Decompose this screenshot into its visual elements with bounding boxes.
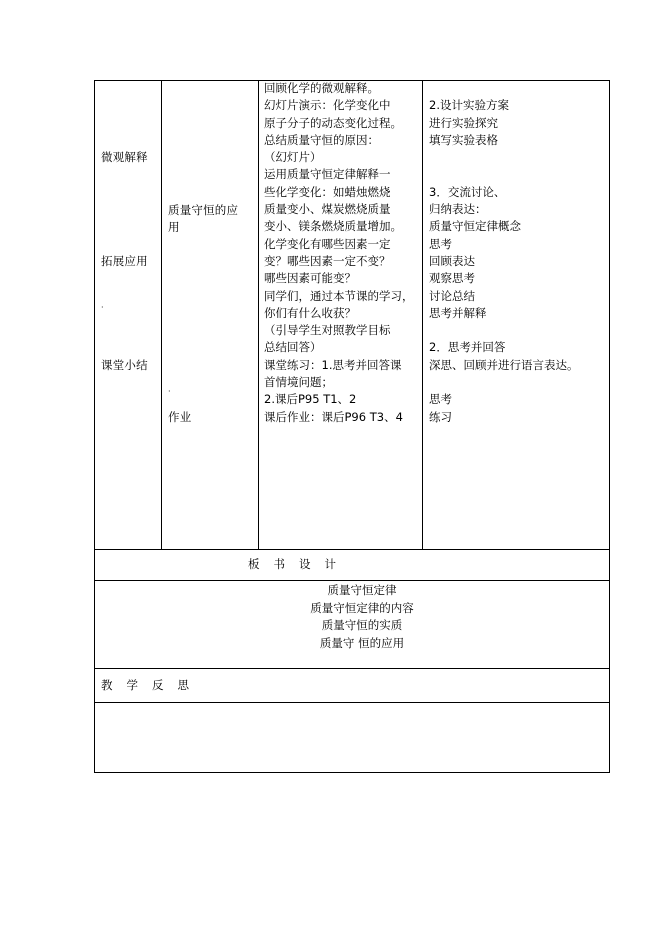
student-line bbox=[429, 322, 579, 339]
column-divider-3 bbox=[422, 80, 423, 549]
application-label-line-2: 用 bbox=[168, 220, 180, 234]
teacher-line: 首情境问题； bbox=[264, 375, 333, 390]
teaching-reflection-header: 教学反思 bbox=[101, 678, 203, 692]
board-line: 质量守恒定律 bbox=[327, 583, 397, 597]
stray-dot-mark-2: · bbox=[168, 387, 171, 396]
row-divider-reflection bbox=[94, 668, 610, 669]
student-line: 思考 bbox=[429, 392, 452, 407]
student-line: 讨论总结 bbox=[429, 288, 475, 303]
stray-dot-mark: · bbox=[101, 303, 104, 312]
homework-label: 作业 bbox=[168, 410, 192, 424]
student-activity-text bbox=[429, 80, 579, 426]
teacher-line: 变？哪些因素一定不变？ bbox=[264, 253, 391, 268]
student-line: 2.设计实验方案 bbox=[429, 98, 509, 113]
student-line: 观察思考 bbox=[429, 271, 475, 286]
student-line bbox=[429, 374, 579, 391]
teacher-line: 课后作业：课后P96 T3、4 bbox=[264, 409, 403, 424]
teacher-line: 回顾化学的微观解释。 bbox=[264, 81, 379, 95]
teacher-line: （幻灯片） bbox=[264, 150, 322, 165]
student-line: 质量守恒定律概念 bbox=[429, 219, 521, 234]
student-line bbox=[429, 166, 579, 183]
student-line bbox=[429, 149, 579, 166]
teacher-line: （引导学生对照教学目标 bbox=[264, 323, 391, 338]
teacher-line: 些化学变化：如蜡烛燃烧 bbox=[264, 184, 391, 199]
board-design-content bbox=[94, 582, 610, 652]
row-divider-reflection-content bbox=[94, 702, 610, 703]
row-divider-board bbox=[94, 549, 610, 550]
label-class-summary: 课堂小结 bbox=[101, 358, 148, 372]
student-line: 归纳表达： bbox=[429, 202, 487, 217]
teacher-line: 原子分子的动态变化过程。 bbox=[264, 115, 402, 130]
student-line: 回顾表达 bbox=[429, 253, 475, 268]
teacher-line: 课堂练习：1.思考并回答课 bbox=[264, 357, 402, 372]
teacher-line: 你们有什么收获？ bbox=[264, 305, 356, 320]
board-line: 质量守恒的实质 bbox=[321, 618, 403, 632]
label-extended-application: 拓展应用 bbox=[101, 254, 148, 268]
teacher-line: 幻灯片演示：化学变化中 bbox=[264, 98, 391, 113]
column-divider-2 bbox=[258, 80, 259, 549]
row-divider-board-content bbox=[94, 580, 610, 581]
teacher-line: 哪些因素可能变？ bbox=[264, 271, 356, 286]
board-line: 质量守恒定律的内容 bbox=[310, 600, 414, 615]
student-line: 填写实验表格 bbox=[429, 132, 498, 147]
student-line: 进行实验探究 bbox=[429, 115, 498, 130]
table-bottom-border bbox=[94, 772, 610, 773]
teacher-line: 质量变小、煤炭燃烧质量 bbox=[264, 202, 391, 217]
teacher-activity-text bbox=[264, 80, 414, 426]
student-line: 3．交流讨论、 bbox=[429, 184, 506, 199]
application-label-line-1: 质量守恒的应 bbox=[168, 203, 239, 217]
label-micro-explanation: 微观解释 bbox=[101, 150, 148, 164]
table-left-border bbox=[94, 80, 95, 772]
teacher-line: 同学们，通过本节课的学习， bbox=[264, 288, 414, 303]
student-line bbox=[429, 80, 579, 97]
table-right-border bbox=[609, 80, 610, 772]
teacher-line: 总结质量守恒的原因： bbox=[264, 132, 379, 147]
student-line: 练习 bbox=[429, 409, 452, 424]
teacher-line: 运用质量守恒定律解释一 bbox=[264, 167, 391, 182]
student-line: 深思、回顾并进行语言表达。 bbox=[429, 357, 579, 372]
student-line: 思考 bbox=[429, 236, 452, 251]
board-design-header: 板书设计 bbox=[248, 557, 350, 571]
teacher-line: 化学变化有哪些因素一定 bbox=[264, 236, 391, 251]
board-line: 质量守 恒的应用 bbox=[319, 635, 405, 650]
student-line: 2．思考并回答 bbox=[429, 340, 506, 355]
student-line: 思考并解释 bbox=[429, 305, 487, 320]
teacher-line: 总结回答） bbox=[264, 340, 322, 355]
teacher-line: 2.课后P95 T1、2 bbox=[264, 392, 357, 407]
column-divider-1 bbox=[161, 80, 162, 549]
teacher-line: 变小、镁条燃烧质量增加。 bbox=[264, 219, 402, 234]
